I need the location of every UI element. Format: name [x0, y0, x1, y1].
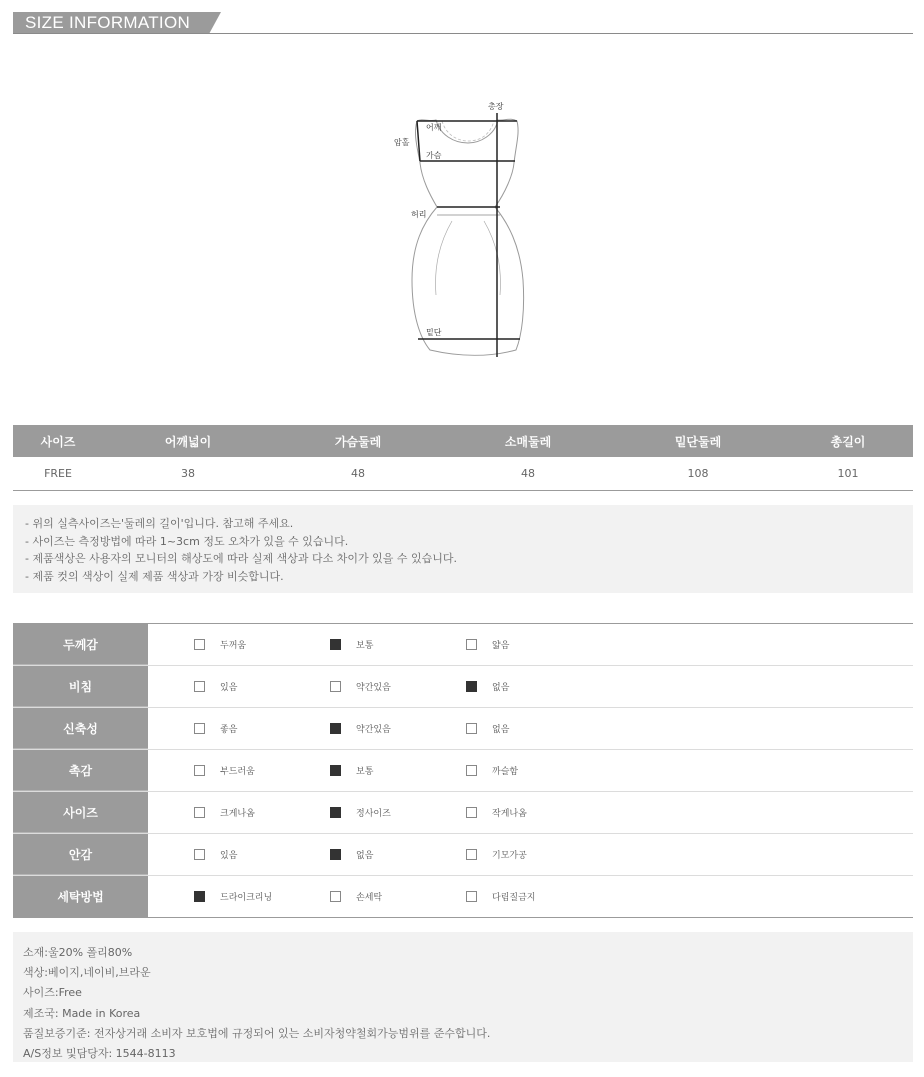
attribute-option: [466, 750, 518, 791]
attribute-option: [466, 666, 509, 707]
attribute-option: [330, 792, 391, 833]
info-as: A/S정보 및담당자: 1544-8113: [23, 1047, 176, 1061]
cell-chest: 48: [273, 457, 443, 490]
checked-box-icon: [466, 681, 477, 692]
attribute-label: 촉감: [13, 750, 148, 791]
unchecked-box-icon: [194, 681, 205, 692]
unchecked-box-icon: [466, 723, 477, 734]
checked-box-icon: [330, 849, 341, 860]
unchecked-box-icon: [466, 765, 477, 776]
attribute-table: [13, 623, 913, 918]
attribute-option-label: 손세탁: [356, 893, 383, 903]
attribute-option: [466, 624, 509, 665]
info-size: 사이즈:Free: [23, 986, 82, 1000]
attribute-option-label: 없음: [356, 851, 374, 861]
unchecked-box-icon: [194, 849, 205, 860]
checked-box-icon: [330, 639, 341, 650]
attribute-row: [13, 708, 913, 750]
note-line: - 위의 실측사이즈는'둘레의 길이'입니다. 참고해 주세요.: [25, 517, 294, 530]
attribute-option-label: 작게나옴: [492, 809, 527, 819]
unchecked-box-icon: [330, 681, 341, 692]
checked-box-icon: [330, 765, 341, 776]
unchecked-box-icon: [194, 639, 205, 650]
note-line: - 제품색상은 사용자의 모니터의 해상도에 따라 실제 색상과 다소 차이가 있을 수 있습니다.: [25, 552, 457, 565]
cell-hem: 108: [613, 457, 783, 490]
label-chest: 가슴: [426, 151, 442, 160]
label-waist: 허리: [411, 210, 427, 219]
attribute-option-label: 있음: [220, 851, 238, 861]
attribute-option: [194, 834, 237, 875]
attribute-row: [13, 876, 913, 917]
unchecked-box-icon: [466, 891, 477, 902]
attribute-option: [194, 624, 246, 665]
attribute-row: [13, 792, 913, 834]
attribute-option-label: 없음: [492, 725, 510, 735]
attribute-option: [330, 624, 373, 665]
unchecked-box-icon: [194, 723, 205, 734]
checked-box-icon: [194, 891, 205, 902]
cell-length: 101: [783, 457, 913, 490]
dress-diagram: [380, 95, 540, 370]
info-material: 소재:울20% 폴리80%: [23, 946, 133, 959]
attribute-option: [466, 834, 527, 875]
checked-box-icon: [330, 807, 341, 818]
info-warranty: 품질보증기준: 전자상거래 소비자 보호법에 규정되어 있는 소비자청약철회가능범위를 준수합니다.: [23, 1026, 491, 1040]
attribute-option: [330, 834, 373, 875]
info-color: 색상:베이지,네이비,브라운: [23, 966, 151, 980]
attribute-row: [13, 750, 913, 792]
info-origin: 제조국: Made in Korea: [23, 1006, 141, 1020]
attribute-row: [13, 834, 913, 876]
cell-shoulder: 38: [103, 457, 273, 490]
attribute-option-label: 드라이크리닝: [220, 893, 273, 903]
attribute-option-label: 까슬함: [492, 767, 519, 777]
attribute-option-label: 얇음: [492, 641, 510, 651]
section-header: [13, 12, 913, 34]
attribute-option-label: 보통: [356, 767, 374, 777]
attribute-option-label: 다림질금지: [492, 893, 536, 903]
attribute-row: [13, 666, 913, 708]
label-length: 총장: [488, 102, 504, 111]
header-rule: [13, 33, 913, 34]
col-sleeve: 소매둘레: [443, 425, 613, 457]
label-armhole: 암홀: [394, 138, 410, 147]
section-title: SIZE INFORMATION: [25, 13, 191, 32]
attribute-option: [466, 792, 527, 833]
attribute-option: [330, 666, 391, 707]
attribute-label: 비침: [13, 666, 148, 707]
attribute-option-label: 부드러움: [220, 767, 255, 777]
attribute-option-label: 크게나옴: [220, 809, 255, 819]
attribute-option: [330, 750, 373, 791]
attribute-option-label: 기모가공: [492, 851, 527, 861]
cell-size: FREE: [13, 457, 103, 490]
attribute-option: [194, 666, 237, 707]
attribute-option: [330, 876, 382, 917]
size-notes: [13, 505, 913, 593]
checked-box-icon: [330, 723, 341, 734]
attribute-option-label: 보통: [356, 641, 374, 651]
product-info: [13, 932, 913, 1062]
attribute-option: [466, 876, 535, 917]
col-length: 총길이: [783, 425, 913, 457]
attribute-label: 세탁방법: [13, 876, 148, 917]
note-line: - 제품 컷의 색상이 실제 제품 색상과 가장 비슷합니다.: [25, 569, 284, 583]
attribute-option: [466, 708, 509, 749]
attribute-option-label: 두꺼움: [220, 641, 247, 651]
unchecked-box-icon: [194, 765, 205, 776]
attribute-option-label: 약간있음: [356, 683, 391, 693]
unchecked-box-icon: [466, 807, 477, 818]
col-shoulder: 어깨넓이: [103, 425, 273, 457]
header-tab-slant: [209, 12, 221, 34]
label-hem: 밑단: [426, 328, 442, 337]
attribute-option-label: 약간있음: [356, 725, 391, 735]
cell-sleeve: 48: [443, 457, 613, 490]
attribute-label: 사이즈: [13, 792, 148, 833]
attribute-option: [194, 750, 255, 791]
attribute-option: [194, 792, 255, 833]
unchecked-box-icon: [330, 891, 341, 902]
attribute-option: [194, 876, 272, 917]
unchecked-box-icon: [466, 639, 477, 650]
col-hem: 밑단둘레: [613, 425, 783, 457]
attribute-option-label: 정사이즈: [356, 809, 391, 819]
label-shoulder: 어깨: [426, 123, 442, 132]
attribute-option-label: 있음: [220, 683, 238, 693]
table-row: [13, 457, 913, 490]
attribute-label: 신축성: [13, 708, 148, 749]
unchecked-box-icon: [466, 849, 477, 860]
attribute-option-label: 좋음: [220, 725, 238, 735]
attribute-option: [330, 708, 391, 749]
col-chest: 가슴둘레: [273, 425, 443, 457]
dress-illustration: [380, 95, 540, 370]
attribute-option-label: 없음: [492, 683, 510, 693]
attribute-option: [194, 708, 237, 749]
attribute-label: 두께감: [13, 624, 148, 665]
note-line: - 사이즈는 측정방법에 따라 1~3cm 정도 오차가 있을 수 있습니다.: [25, 534, 349, 548]
attribute-label: 안감: [13, 834, 148, 875]
size-table-header: [13, 425, 913, 457]
unchecked-box-icon: [194, 807, 205, 818]
attribute-row: [13, 624, 913, 666]
col-size: 사이즈: [13, 425, 103, 457]
size-table: [13, 425, 913, 491]
